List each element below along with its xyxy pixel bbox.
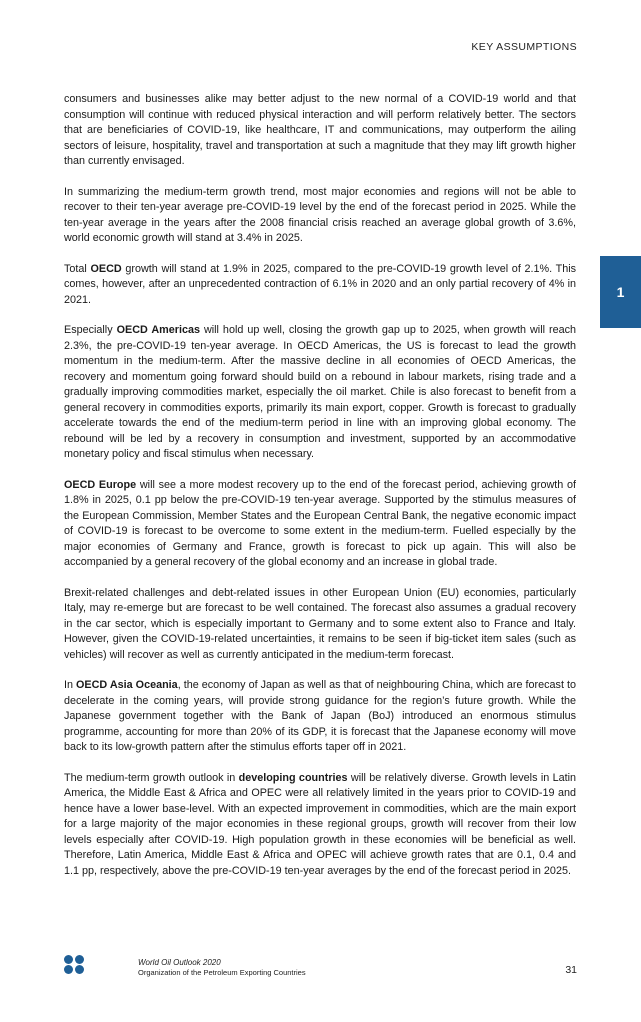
paragraph-5: OECD Europe will see a more modest recovery up to the end of the forecast period, achieving growth of 1.8% in 2025, 0.1 pp below the pre-COVID-19 ten-year average. Supported by the stimulus measures of the European Commission, Member States and the European Central Bank, the negative economic impact of COVID-19 is forecast to be overcome to some extent in the medium-term. Fuelled especially by the major economies of Germany and France, growth is forecast to pick up again. This will also be accompanied by a general recovery of the global economy and an increase in global trade. (64, 478, 577, 568)
body-text (64, 92, 576, 894)
paragraph-2: In summarizing the medium-term growth trend, most major economies and regions will not be able to recover to their ten-year average pre-COVID-19 level by the end of the forecast period in 2025. While the ten-year average in the years after the 2008 financial crisis reached an average global growth of 3.6%, world economic growth will stand at 3.4% in 2025. (64, 185, 576, 244)
running-header: KEY ASSUMPTIONS (471, 41, 577, 53)
paragraph-4: Especially OECD Americas will hold up well, closing the growth gap up to 2025, when growth will reach 2.3%, the pre-COVID-19 ten-year average. In OECD Americas, the US is forecast to lead the growth momentum in the medium-term. After the massive decline in all economies of OECD Americas, the recovery and momentum going forward should build on a rebound in labour markets, rising trade and a gradually improving commodities market, especially the oil market. Chile is also forecast to benefit from a general recovery in commodities exports, primarily its main export, copper. Growth is forecast to gradually accelerate towards the end of the medium-term period in line with an improving global economy. The rebound will be led by a recovery in consumption and investment, supported by an accommodative monetary policy and fiscal stimulus when necessary. (64, 324, 576, 460)
paragraph-7: In OECD Asia Oceania, the economy of Japan as well as that of neighbouring China, which are forecast to decelerate in the coming years, will provide strong guidance for the region’s future growth. While the Japanese government together with the Bank of Japan (BoJ) introduced an enormous stimulus programme, accounting for more than 20% of its GDP, it is forecast that the Japanese economy will move back to its low-growth pattern after the stimulus efforts taper off in 2021. (64, 679, 576, 753)
paragraph-1: consumers and businesses alike may better adjust to the new normal of a COVID-19 world and that consumption will continue with reduced physical interaction and will perform relatively better. The sectors that are beneficiaries of COVID-19, like healthcare, IT and communications, may outperform the ailing sectors of leisure, hospitality, travel and transportation at such a magnitude that they may lift growth higher than currently envisaged. (64, 93, 576, 167)
chapter-number: 1 (616, 284, 625, 300)
paragraph-3: Total OECD growth will stand at 1.9% in 2025, compared to the pre-COVID-19 growth level of 2.1%. This comes, however, after an unprecedented contraction of 6.1% in 2020 and an only partial recovery of 4% in 2021. (64, 262, 576, 306)
page-number: 31 (565, 964, 577, 976)
chapter-tab (600, 256, 641, 328)
opec-logo-icon (64, 955, 86, 975)
paragraph-8: The medium-term growth outlook in developing countries will be relatively diverse. Growth levels in Latin America, the Middle East & Africa and OPEC were all relatively limited in the years prior to COVID-19 and hence have a lower base-level. With an expected improvement in commodities, which are the main export for a large majority of the major economies in these regional groups, growth will recover from their low levels especially after COVID-19. High population growth in these economies will be beneficial as well. Therefore, Latin America, Middle East & Africa and OPEC will achieve growth rates that are 0.1, 0.4 and 1.1 pp, respectively, above the pre-COVID-19 ten-year averages by the end of the forecast period in 2025. (64, 771, 576, 877)
publication-title: World Oil Outlook 2020 (138, 958, 221, 967)
paragraph-6: Brexit-related challenges and debt-related issues in other European Union (EU) economies, particularly Italy, may re-emerge but are forecast to be well contained. The forecast also assumes a gradual recovery in the car sector, which is especially important to Germany and to some extent also to France and Italy. However, given the COVID-19-related uncertainties, it remains to be seen if big-ticket item sales (such as vehicles) will recover as well as currently anticipated in the medium-term forecast. (64, 586, 576, 661)
footer-publication-info (138, 958, 306, 977)
organization-name: Organization of the Petroleum Exporting Countries (138, 967, 306, 977)
